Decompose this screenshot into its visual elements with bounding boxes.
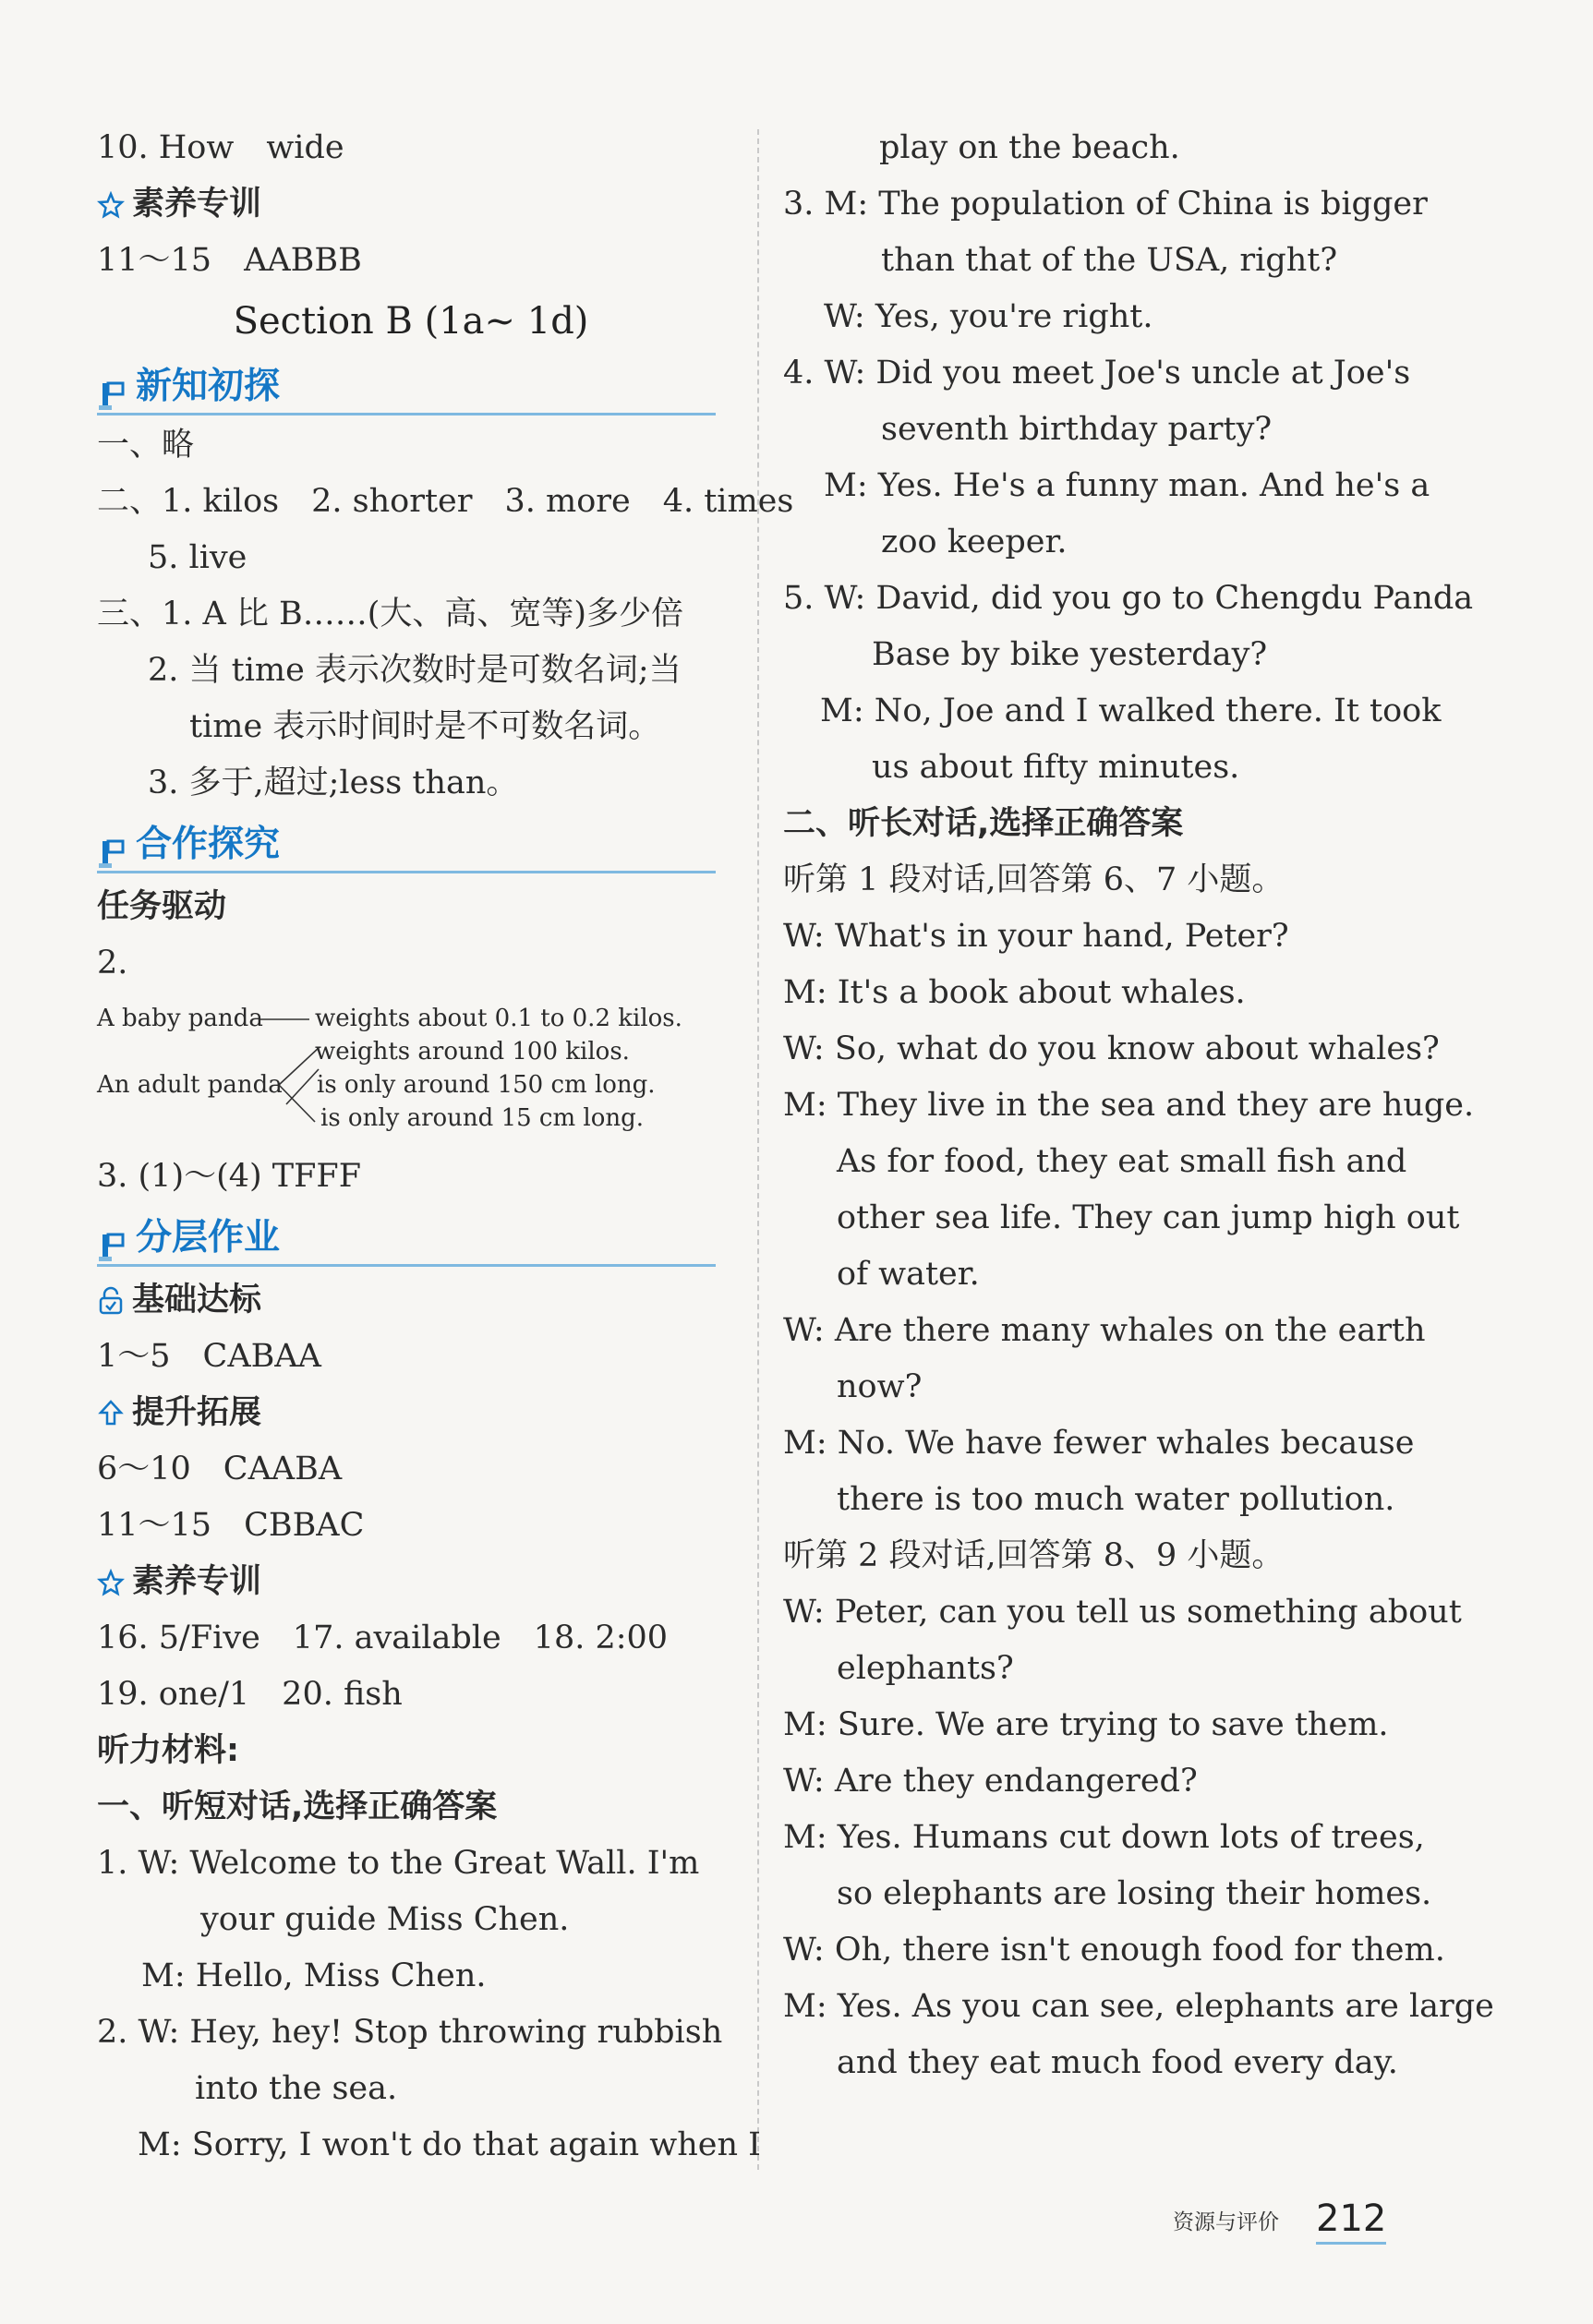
answer-line: 2. 当 time 表示次数时是可数名词;当 — [148, 652, 682, 689]
dialogue-line: 2. W: Hey, hey! Stop throwing rubbish — [97, 2014, 723, 2051]
dialogue-line: W: What's in your hand, Peter? — [783, 918, 1289, 955]
subhead-suyang — [97, 1554, 725, 1610]
dialogue-line: so elephants are losing their homes. — [837, 1875, 1432, 1912]
dialogue-line: M: Hello, Miss Chen. — [141, 1957, 487, 1994]
dialogue-line: M: No. We have fewer whales because — [783, 1425, 1415, 1462]
pencil-flag-icon — [97, 1227, 130, 1264]
answer-line: 11～15 CBBAC — [97, 1507, 365, 1544]
dialogue-line: W: So, what do you know about whales? — [783, 1030, 1440, 1067]
answer-line: 2. — [97, 945, 128, 981]
answer-line: 6～10 CAABA — [97, 1451, 343, 1487]
dialogue-line: W: Oh, there isn't enough food for them. — [783, 1932, 1445, 1969]
dialogue-line: M: They live in the sea and they are huge. — [783, 1087, 1475, 1124]
dialogue-line: than that of the USA, right? — [881, 242, 1338, 279]
dialogue-line: now? — [837, 1368, 923, 1405]
dialogue-line: 3. M: The population of China is bigger — [783, 186, 1428, 223]
answer-line: 3. (1)～(4) TFFF — [97, 1158, 361, 1195]
match-left-adult: An adult panda — [97, 1071, 283, 1099]
dialogue-line: As for food, they eat small fish and — [837, 1143, 1407, 1180]
footer-label: 资源与评价 — [1173, 2210, 1279, 2234]
dialogue-line: W: Are they endangered? — [783, 1763, 1198, 1800]
dialogue-line: zoo keeper. — [881, 524, 1068, 560]
dialogue-line: Base by bike yesterday? — [872, 636, 1268, 673]
answer-line: 11～15 AABBB — [97, 242, 362, 279]
answer-line: time 表示时间时是不可数名词。 — [189, 708, 661, 745]
section-bar-fenceng — [97, 1205, 716, 1267]
dialogue-line: W: Are there many whales on the earth — [783, 1312, 1426, 1349]
dialogue-line: of water. — [837, 1256, 980, 1293]
dialogue-line: M: Yes. Humans cut down lots of trees, — [783, 1819, 1425, 1856]
dialogue-line: 听第 1 段对话,回答第 6、7 小题。 — [783, 861, 1285, 898]
star-icon — [97, 191, 125, 219]
dialogue-line: 1. W: Welcome to the Great Wall. I'm — [97, 1845, 700, 1882]
match-right-4: is only around 15 cm long. — [320, 1104, 645, 1132]
bar-label: 合作探究 — [136, 824, 281, 865]
dialogue-line: M: Yes. He's a funny man. And he's a — [824, 467, 1430, 504]
dialogue-line: M: Sure. We are trying to save them. — [783, 1706, 1389, 1743]
answer-line: 16. 5/Five 17. available 18. 2:00 — [97, 1620, 669, 1656]
subhead-suyang — [97, 176, 725, 233]
subhead-label: 素养专训 — [132, 186, 262, 223]
listening-part-heading: 一、听短对话,选择正确答案 — [97, 1788, 498, 1825]
answer-line: 一、略 — [97, 427, 195, 464]
answer-line: 二、1. kilos 2. shorter 3. more 4. times — [97, 483, 794, 520]
arrow-up-icon — [97, 1399, 125, 1428]
match-right-3: is only around 150 cm long. — [317, 1071, 656, 1099]
subhead-label: 素养专训 — [132, 1563, 262, 1600]
page-footer — [1173, 2198, 1386, 2245]
dialogue-line: other sea life. They can jump high out — [837, 1199, 1460, 1236]
answer-line: 3. 多于,超过;less than。 — [148, 765, 519, 801]
dialogue-line: into the sea. — [195, 2070, 398, 2107]
dialogue-line: W: Yes, you're right. — [824, 298, 1153, 335]
section-bar-xinzhi — [97, 354, 716, 415]
left-column — [97, 120, 794, 2173]
subhead-tisheng — [97, 1385, 725, 1441]
subhead-jichu — [97, 1272, 725, 1329]
match-left-baby: A baby panda — [97, 1005, 263, 1032]
match-right-2: weights around 100 kilos. — [315, 1038, 630, 1066]
dialogue-line: elephants? — [837, 1650, 1014, 1687]
answer-line: 1～5 CABAA — [97, 1338, 321, 1375]
dialogue-line: your guide Miss Chen. — [200, 1901, 570, 1938]
listening-heading: 听力材料: — [97, 1732, 239, 1769]
dialogue-line: M: It's a book about whales. — [783, 974, 1246, 1011]
section-bar-hezuo — [97, 812, 716, 873]
bar-label: 分层作业 — [136, 1217, 281, 1258]
column-divider — [757, 129, 759, 2170]
dialogue-line: and they eat much food every day. — [837, 2044, 1398, 2081]
dialogue-line: there is too much water pollution. — [837, 1481, 1395, 1518]
answer-line: 三、1. A 比 B……(大、高、宽等)多少倍 — [97, 596, 684, 632]
dialogue-line: M: No, Joe and I walked there. It took — [820, 692, 1442, 729]
dialogue-line: 5. W: David, did you go to Chengdu Panda — [783, 580, 1474, 617]
section-title: Section B (1a~ 1d) — [233, 300, 589, 343]
dialogue-line: play on the beach. — [879, 129, 1180, 166]
matching-diagram — [97, 992, 725, 1149]
page-number: 212 — [1316, 2198, 1386, 2245]
task-heading: 任务驱动 — [97, 888, 227, 925]
dialogue-line: us about fifty minutes. — [872, 749, 1240, 786]
answer-line: 5. live — [148, 539, 247, 576]
dialogue-line: seventh birthday party? — [881, 411, 1273, 448]
star-icon — [97, 1569, 125, 1596]
right-column — [783, 120, 1494, 2091]
answer-line: 19. one/1 20. fish — [97, 1676, 403, 1713]
lock-check-icon — [97, 1286, 125, 1316]
subhead-label: 提升拓展 — [132, 1394, 262, 1431]
dialogue-line: W: Peter, can you tell us something about — [783, 1594, 1462, 1631]
pencil-flag-icon — [97, 376, 130, 413]
dialogue-line: 听第 2 段对话,回答第 8、9 小题。 — [783, 1537, 1285, 1574]
dialogue-line: M: Yes. As you can see, elephants are large — [783, 1988, 1494, 2025]
listening-part-heading: 二、听长对话,选择正确答案 — [783, 805, 1184, 842]
answer-line: 10. How wide — [97, 129, 344, 166]
match-right-1: weights about 0.1 to 0.2 kilos. — [315, 1005, 682, 1032]
pencil-flag-icon — [97, 834, 130, 871]
subhead-label: 基础达标 — [132, 1282, 262, 1319]
bar-label: 新知初探 — [136, 366, 281, 407]
dialogue-line: M: Sorry, I won't do that again when I — [138, 2126, 761, 2163]
dialogue-line: 4. W: Did you meet Joe's uncle at Joe's — [783, 355, 1411, 391]
